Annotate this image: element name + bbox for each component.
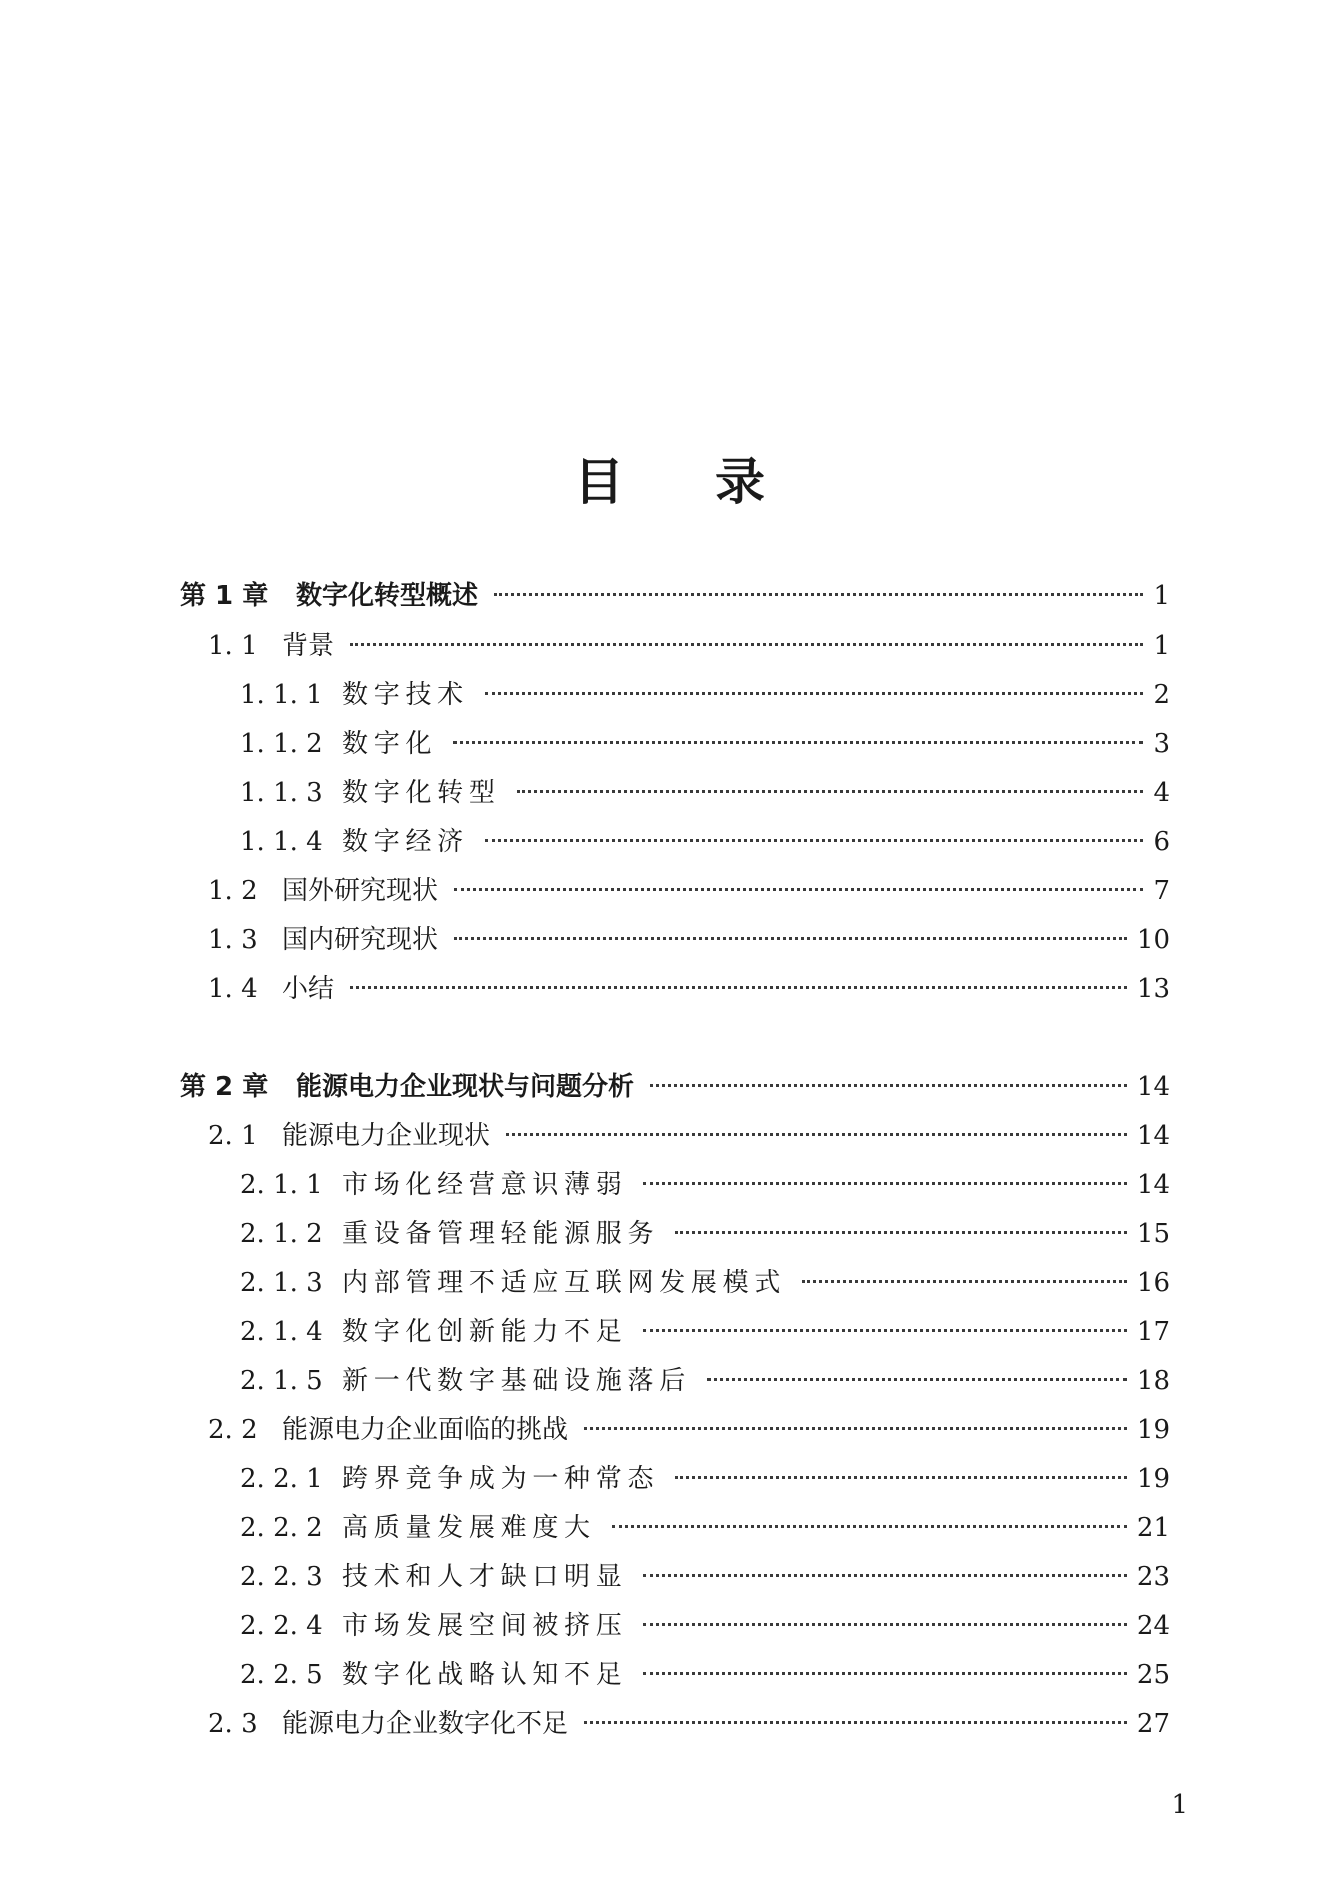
page-number: 4 <box>1153 778 1170 808</box>
section-title: 高质量发展难度大 <box>342 1513 596 1543</box>
section-title: 能源电力企业数字化不足 <box>282 1709 569 1739</box>
section-number: 2. 2 <box>208 1415 258 1445</box>
page-folio-number: 1 <box>1171 1790 1188 1820</box>
page-number: 1 <box>1153 581 1170 611</box>
toc-entry[interactable] <box>208 1410 1170 1450</box>
section-number: 2. 2. 3 <box>240 1562 323 1592</box>
section-number: 1. 1 <box>208 631 258 661</box>
title-char-1: 目 <box>574 452 625 511</box>
toc-entry[interactable] <box>240 675 1170 715</box>
page-number: 14 <box>1136 1170 1170 1200</box>
toc-entry[interactable] <box>208 626 1170 666</box>
section-title: 市场发展空间被挤压 <box>342 1611 628 1641</box>
page-number: 23 <box>1136 1562 1170 1592</box>
section-title: 背景 <box>282 631 335 661</box>
dot-leader <box>802 1280 1127 1283</box>
toc-chapter-2[interactable] <box>180 1067 1170 1107</box>
page-number: 13 <box>1136 974 1170 1004</box>
page-number: 15 <box>1136 1219 1170 1249</box>
page-number: 7 <box>1153 876 1170 906</box>
section-number: 2. 1. 1 <box>240 1170 323 1200</box>
section-number: 2. 1. 3 <box>240 1268 323 1298</box>
dot-leader <box>643 1623 1126 1626</box>
toc-entry[interactable] <box>240 1165 1170 1205</box>
section-title: 数字技术 <box>342 680 469 710</box>
section-number: 1. 1. 4 <box>240 827 323 857</box>
toc-entry[interactable] <box>208 969 1170 1009</box>
page-number: 27 <box>1136 1709 1170 1739</box>
toc-entry[interactable] <box>240 773 1170 813</box>
page-number: 25 <box>1136 1660 1170 1690</box>
chapter-number: 第 2 章 <box>180 1072 269 1102</box>
toc-entry[interactable] <box>240 1508 1170 1548</box>
dot-leader <box>350 643 1143 646</box>
toc-entry[interactable] <box>240 1312 1170 1352</box>
section-title: 数字化转型 <box>342 778 501 808</box>
toc-entry[interactable] <box>240 724 1170 764</box>
dot-leader <box>643 1182 1126 1185</box>
section-number: 2. 1. 4 <box>240 1317 323 1347</box>
section-title: 小结 <box>282 974 335 1004</box>
section-number: 2. 1. 2 <box>240 1219 323 1249</box>
dot-leader <box>584 1721 1127 1724</box>
section-number: 2. 2. 5 <box>240 1660 323 1690</box>
page-number: 6 <box>1153 827 1170 857</box>
dot-leader <box>454 888 1143 891</box>
chapter-title: 能源电力企业现状与问题分析 <box>296 1072 635 1102</box>
section-title: 市场化经营意识薄弱 <box>342 1170 628 1200</box>
section-title: 能源电力企业面临的挑战 <box>282 1415 569 1445</box>
chapter-number: 第 1 章 <box>180 581 269 611</box>
page-number: 3 <box>1153 729 1170 759</box>
section-number: 1. 4 <box>208 974 258 1004</box>
section-title: 国内研究现状 <box>282 925 439 955</box>
dot-leader <box>350 986 1127 989</box>
toc-entry[interactable] <box>208 920 1170 960</box>
toc-entry[interactable] <box>240 1459 1170 1499</box>
dot-leader <box>675 1231 1127 1234</box>
section-number: 1. 1. 3 <box>240 778 323 808</box>
section-number: 1. 1. 2 <box>240 729 323 759</box>
page-number: 2 <box>1153 680 1170 710</box>
section-title: 数字化创新能力不足 <box>342 1317 628 1347</box>
title-char-2: 录 <box>715 452 766 511</box>
dot-leader <box>707 1378 1127 1381</box>
toc-entry[interactable] <box>240 1214 1170 1254</box>
toc-entry[interactable] <box>240 1606 1170 1646</box>
dot-leader <box>454 937 1127 940</box>
page-number: 1 <box>1153 631 1170 661</box>
section-number: 2. 2. 4 <box>240 1611 323 1641</box>
dot-leader <box>643 1672 1126 1675</box>
page-number: 19 <box>1136 1415 1170 1445</box>
dot-leader <box>643 1574 1126 1577</box>
dot-leader <box>643 1329 1126 1332</box>
dot-leader <box>584 1427 1127 1430</box>
section-number: 2. 3 <box>208 1709 258 1739</box>
toc-entry[interactable] <box>240 1263 1170 1303</box>
section-title: 国外研究现状 <box>282 876 439 906</box>
section-title: 内部管理不适应互联网发展模式 <box>342 1268 787 1298</box>
section-title: 重设备管理轻能源服务 <box>342 1219 660 1249</box>
page-number: 17 <box>1136 1317 1170 1347</box>
page-number: 18 <box>1136 1366 1170 1396</box>
page-number: 16 <box>1136 1268 1170 1298</box>
section-title: 技术和人才缺口明显 <box>342 1562 628 1592</box>
dot-leader <box>612 1525 1127 1528</box>
section-number: 1. 1. 1 <box>240 680 323 710</box>
section-title: 数字化战略认知不足 <box>342 1660 628 1690</box>
section-number: 2. 1 <box>208 1121 258 1151</box>
dot-leader <box>675 1476 1127 1479</box>
dot-leader <box>485 692 1144 695</box>
page-number: 19 <box>1136 1464 1170 1494</box>
dot-leader <box>506 1133 1127 1136</box>
page-number: 14 <box>1136 1072 1170 1102</box>
page-number: 24 <box>1136 1611 1170 1641</box>
dot-leader <box>650 1084 1127 1087</box>
toc-entry[interactable] <box>208 1704 1170 1744</box>
page-number: 14 <box>1136 1121 1170 1151</box>
dot-leader <box>517 790 1144 793</box>
toc-chapter-1[interactable] <box>180 576 1170 616</box>
section-title: 数字化 <box>342 729 438 759</box>
section-number: 2. 2. 2 <box>240 1513 323 1543</box>
toc-entry[interactable] <box>240 1557 1170 1597</box>
toc-entry[interactable] <box>240 822 1170 862</box>
section-number: 2. 1. 5 <box>240 1366 323 1396</box>
toc-entry[interactable] <box>240 1655 1170 1695</box>
section-title: 新一代数字基础设施落后 <box>342 1366 691 1396</box>
dot-leader <box>494 593 1143 596</box>
toc-entry[interactable] <box>208 871 1170 911</box>
toc-entry[interactable] <box>208 1116 1170 1156</box>
dot-leader <box>485 839 1144 842</box>
page-number: 21 <box>1136 1513 1170 1543</box>
section-title: 数字经济 <box>342 827 469 857</box>
section-title: 跨界竞争成为一种常态 <box>342 1464 660 1494</box>
section-title: 能源电力企业现状 <box>282 1121 491 1151</box>
toc-entry[interactable] <box>240 1361 1170 1401</box>
chapter-title: 数字化转型概述 <box>296 581 479 611</box>
section-number: 1. 2 <box>208 876 258 906</box>
dot-leader <box>453 741 1143 744</box>
page-number: 10 <box>1136 925 1170 955</box>
section-number: 1. 3 <box>208 925 258 955</box>
section-number: 2. 2. 1 <box>240 1464 323 1494</box>
